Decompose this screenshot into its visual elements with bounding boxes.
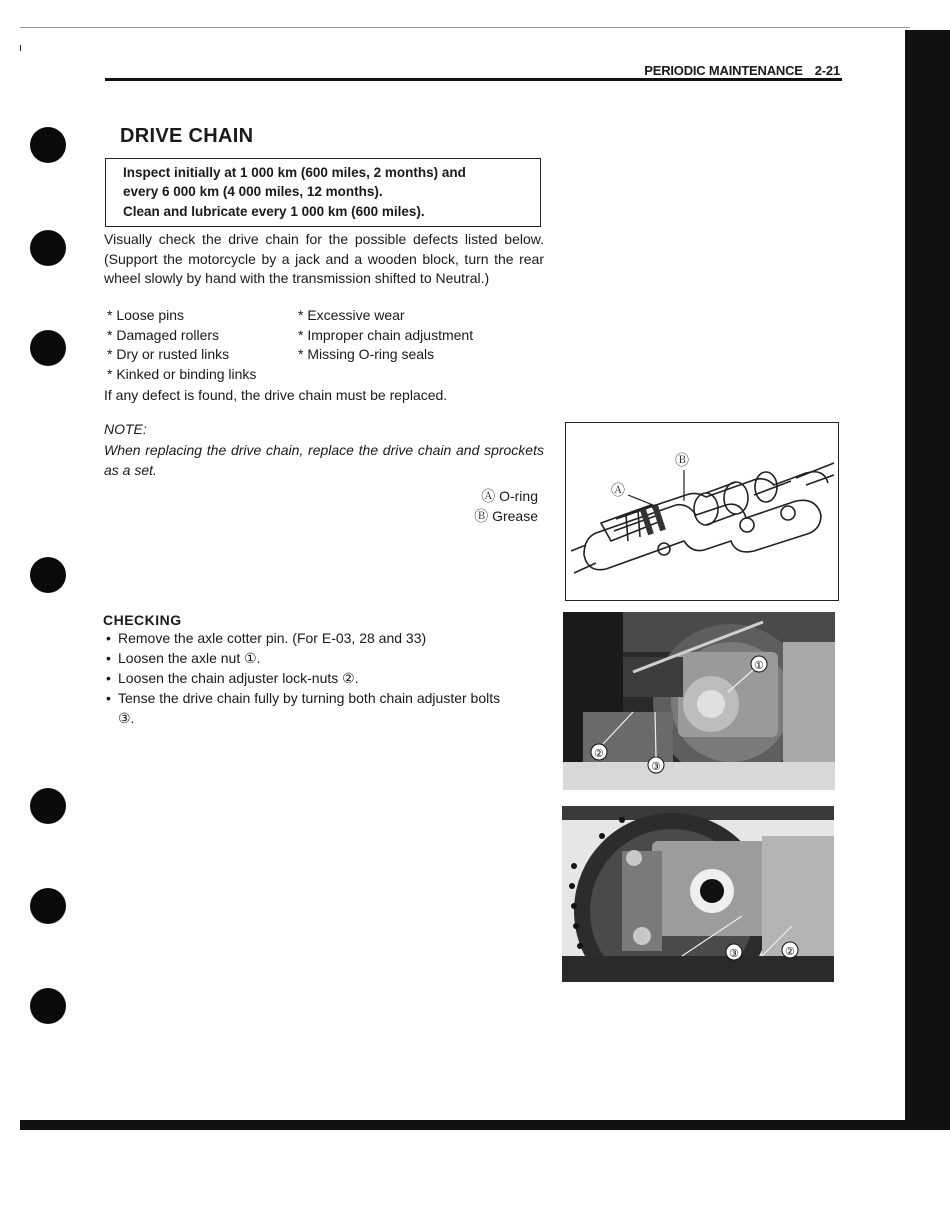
defect-item: * Improper chain adjustment xyxy=(298,327,474,343)
binder-hole xyxy=(30,557,66,593)
label-b: Ⓑ xyxy=(675,452,689,468)
adjuster-photo xyxy=(562,806,834,982)
note-heading: NOTE: xyxy=(104,421,147,437)
legend-oring: Ⓐ O-ring xyxy=(481,488,538,504)
defect-item: * Excessive wear xyxy=(298,307,405,323)
photo2-label-3: ③ xyxy=(729,948,739,960)
running-header xyxy=(600,63,840,78)
photo-label-3: ③ xyxy=(651,761,661,773)
binder-hole xyxy=(30,330,66,366)
defect-item: * Dry or rusted links xyxy=(107,346,230,362)
interval-line: Clean and lubricate every 1 000 km (600 miles). xyxy=(123,204,425,219)
page-number: 2-21 xyxy=(814,63,840,78)
label-a: Ⓐ xyxy=(611,482,625,498)
checking-step xyxy=(106,670,359,687)
checking-heading: CHECKING xyxy=(103,612,182,628)
defect-item: * Loose pins xyxy=(107,307,185,323)
step-text: Loosen the axle nut ①. xyxy=(118,650,261,666)
bullet: • xyxy=(106,650,111,666)
checking-step xyxy=(106,690,500,706)
chain-illustration xyxy=(566,423,838,600)
note-text: When replacing the drive chain, replace the drive chain and sprockets as a set. xyxy=(104,442,544,478)
photo-label-1: ① xyxy=(754,660,764,672)
binder-hole xyxy=(30,230,66,266)
photo-label-2: ② xyxy=(594,748,604,760)
corner-tick xyxy=(20,45,21,51)
replace-statement: If any defect is found, the drive chain must be replaced. xyxy=(104,387,448,403)
section-name: PERIODIC MAINTENANCE xyxy=(644,63,803,78)
defect-item: * Missing O-ring seals xyxy=(298,346,435,362)
axle-photo xyxy=(563,612,835,790)
bottom-edge-bar xyxy=(20,1120,908,1130)
checking-step xyxy=(106,630,426,646)
step-text: Tense the drive chain fully by turning both chain adjuster bolts xyxy=(118,690,501,706)
defect-item: * Damaged rollers xyxy=(107,327,220,343)
interval-line: Inspect initially at 1 000 km (600 miles, 2 months) and xyxy=(123,165,466,180)
bullet: • xyxy=(106,690,111,706)
step-text: Loosen the chain adjuster lock-nuts ②. xyxy=(118,670,359,686)
intro-paragraph: Visually check the drive chain for the possible defects listed below. (Support the motorcycle by a jack and a wooden block, turn the rear wheel slowly by hand with the transmission shifted to Neutral.) xyxy=(104,231,544,286)
interval-box xyxy=(105,158,541,227)
binder-hole xyxy=(30,888,66,924)
axle-photo-image xyxy=(563,612,835,790)
chain-figure xyxy=(565,422,839,601)
header-rule xyxy=(105,78,842,81)
checking-step-cont: ③. xyxy=(118,710,135,726)
binder-hole xyxy=(30,788,66,824)
legend-grease: Ⓑ Grease xyxy=(474,508,538,524)
bullet: • xyxy=(106,670,111,686)
interval-line: every 6 000 km (4 000 miles, 12 months). xyxy=(123,184,383,199)
binder-hole xyxy=(30,127,66,163)
binder-hole xyxy=(30,988,66,1024)
defect-item: * Kinked or binding links xyxy=(107,366,257,382)
adjuster-photo-image xyxy=(562,806,834,982)
bullet: • xyxy=(106,630,111,646)
photo2-label-2: ② xyxy=(785,946,795,958)
checking-step xyxy=(106,650,261,667)
top-rule xyxy=(20,27,910,28)
page-title: DRIVE CHAIN xyxy=(120,125,254,147)
step-text: Remove the axle cotter pin. (For E-03, 28 and 33) xyxy=(118,630,427,646)
right-edge-bar xyxy=(905,30,950,1130)
